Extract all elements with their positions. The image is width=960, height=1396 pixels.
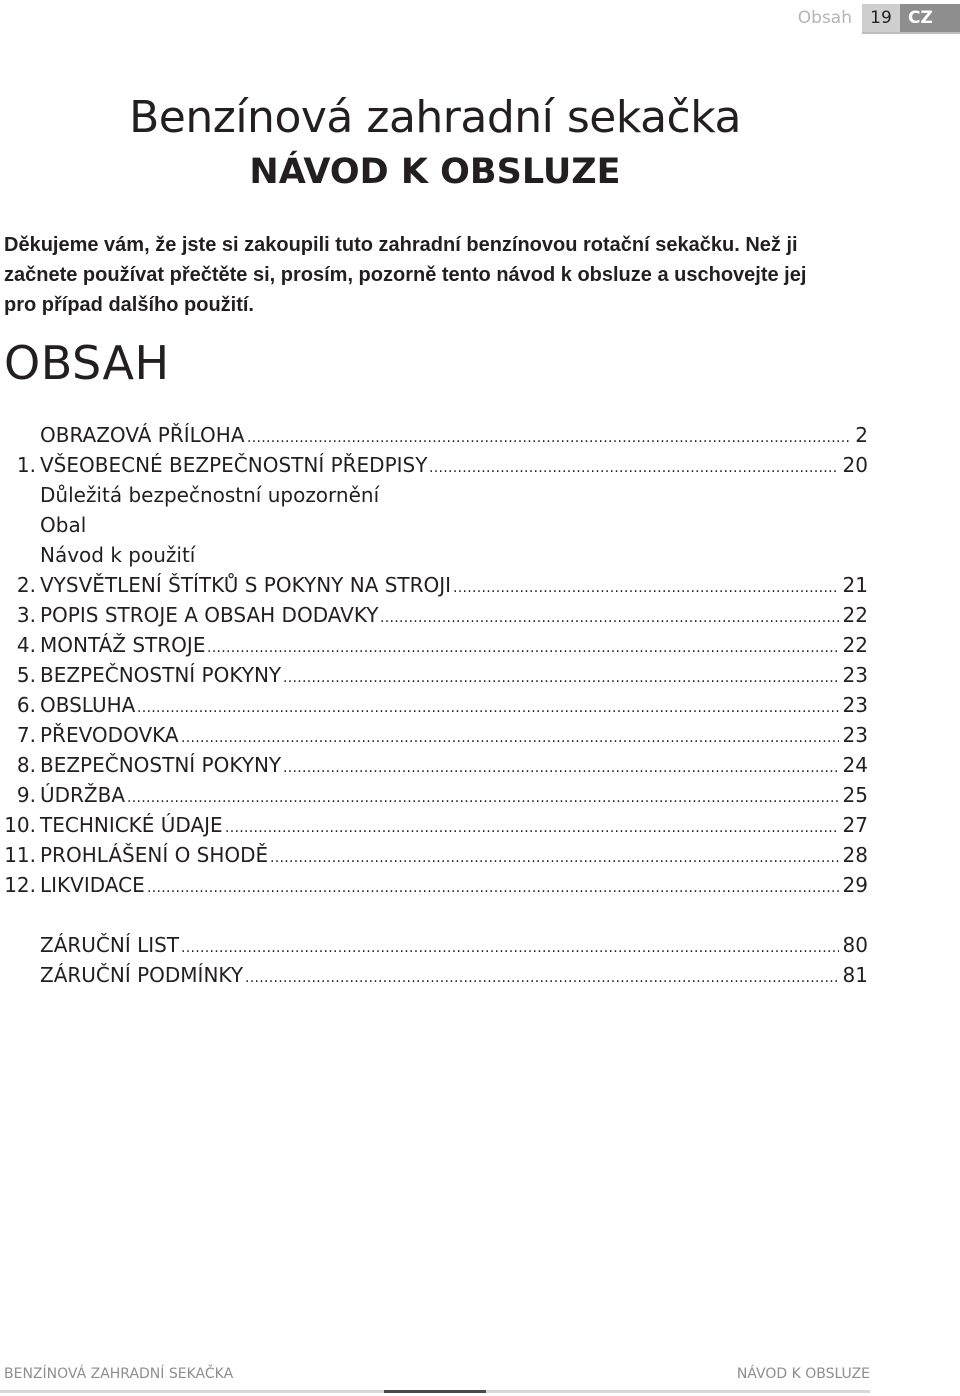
toc-entry-page: 27	[842, 813, 868, 837]
toc-entry-title: LIKVIDACE	[40, 873, 145, 897]
toc-entry	[0, 810, 880, 840]
toc-entry	[0, 720, 880, 750]
toc-entry-leader	[207, 630, 839, 660]
toc-entry-title: Obal	[40, 513, 87, 537]
toc-entry-page: 2	[855, 423, 868, 447]
toc-entry	[0, 750, 880, 780]
intro-line: začnete používat přečtěte si, prosím, pozorně tento návod k obsluze a uschovejte jej	[4, 264, 807, 286]
intro-paragraph	[4, 230, 874, 320]
toc-entry-leader	[283, 750, 839, 780]
toc-entry-number: 9.	[16, 783, 36, 807]
toc-entry-leader	[429, 450, 839, 480]
toc-entry-title: PROHLÁŠENÍ O SHODĚ	[40, 843, 269, 867]
toc-entry-number: 6.	[16, 693, 36, 717]
document-title: Benzínová zahradní sekačka	[129, 92, 741, 143]
document-subtitle: NÁVOD K OBSLUZE	[249, 152, 621, 192]
toc-entry-leader	[247, 420, 851, 450]
toc-entry	[0, 570, 880, 600]
page-header-tab	[790, 4, 960, 32]
toc-entry-title: PŘEVODOVKA	[40, 723, 179, 747]
footer-left: BENZÍNOVÁ ZAHRADNÍ SEKAČKA	[4, 1366, 234, 1382]
toc-entry-number: 2.	[16, 573, 36, 597]
toc-entry-title: Důležitá bezpečnostní upozornění	[40, 483, 380, 507]
toc-entry	[0, 630, 880, 660]
toc-entry-page: 80	[842, 933, 868, 957]
toc-entry-number: 12.	[4, 873, 36, 897]
toc-entry-page: 24	[842, 753, 868, 777]
toc-entry-leader	[270, 840, 839, 870]
toc-entry	[0, 930, 880, 960]
toc-entry	[0, 510, 880, 540]
toc-heading: OBSAH	[4, 336, 170, 390]
toc-entry	[0, 480, 880, 510]
toc-entry-leader	[127, 780, 839, 810]
toc-entry-number: 7.	[16, 723, 36, 747]
toc-entry-page: 22	[842, 633, 868, 657]
toc-entry-number: 11.	[4, 843, 36, 867]
intro-line: pro případ dalšího použití.	[4, 294, 254, 316]
header-rule	[862, 32, 960, 34]
toc-entry-title: BEZPEČNOSTNÍ POKYNY	[40, 753, 282, 777]
toc-entry	[0, 690, 880, 720]
toc-entry-page: 23	[842, 723, 868, 747]
toc-entry-number: 1.	[16, 453, 36, 477]
footer-rule	[0, 1390, 870, 1393]
toc-entry	[0, 660, 880, 690]
toc-entry	[0, 450, 880, 480]
toc-entry-leader	[245, 960, 839, 990]
toc-entry-page: 23	[842, 663, 868, 687]
toc-entry-number: 5.	[16, 663, 36, 687]
footer-rule-accent	[384, 1390, 486, 1393]
toc-entry-leader	[380, 600, 839, 630]
toc-entry	[0, 420, 880, 450]
toc-entry-title: ZÁRUČNÍ LIST	[40, 933, 180, 957]
toc-entry-page: 22	[842, 603, 868, 627]
toc-entry-title: VYSVĚTLENÍ ŠTÍTKŮ S POKYNY NA STROJI	[40, 573, 452, 597]
toc-entry-title: TECHNICKÉ ÚDAJE	[40, 813, 223, 837]
toc-entry-title: OBSLUHA	[40, 693, 136, 717]
toc-entry	[0, 960, 880, 990]
toc-entry-leader	[181, 720, 839, 750]
toc-entry	[0, 600, 880, 630]
toc-entry-leader	[453, 570, 839, 600]
toc-entry-page: 21	[842, 573, 868, 597]
toc-entry-number: 8.	[16, 753, 36, 777]
toc-entry-number: 4.	[16, 633, 36, 657]
toc-entry	[0, 870, 880, 900]
toc-entry-page: 28	[842, 843, 868, 867]
toc-entry-title: MONTÁŽ STROJE	[40, 633, 206, 657]
toc-entry-title: VŠEOBECNÉ BEZPEČNOSTNÍ PŘEDPISY	[40, 453, 428, 477]
toc-entry	[0, 540, 880, 570]
toc-entry-title: POPIS STROJE A OBSAH DODAVKY	[40, 603, 379, 627]
toc-entry-title: ZÁRUČNÍ PODMÍNKY	[40, 963, 244, 987]
language-badge: CZ	[900, 4, 960, 32]
section-name: Obsah	[797, 8, 852, 28]
toc-entry-page: 29	[842, 873, 868, 897]
toc-entry-leader	[137, 690, 839, 720]
toc-entry-title: OBRAZOVÁ PŘÍLOHA	[40, 423, 245, 447]
page-number: 19	[862, 4, 900, 32]
toc-entry-number: 10.	[4, 813, 36, 837]
toc-entry-page: 25	[842, 783, 868, 807]
toc-entry-leader	[283, 660, 839, 690]
toc-entry-page: 20	[842, 453, 868, 477]
toc-entry	[0, 780, 880, 810]
toc-entry-page: 23	[842, 693, 868, 717]
intro-line: Děkujeme vám, že jste si zakoupili tuto zahradní benzínovou rotační sekačku. Než ji	[4, 234, 798, 256]
toc-entry-number: 3.	[16, 603, 36, 627]
toc-entry-leader	[181, 930, 839, 960]
toc-entry-leader	[147, 870, 839, 900]
toc-entry-leader	[225, 810, 839, 840]
toc-entry	[0, 840, 880, 870]
footer-right: NÁVOD K OBSLUZE	[736, 1366, 870, 1382]
toc-entry-title: BEZPEČNOSTNÍ POKYNY	[40, 663, 282, 687]
toc-entry-title: ÚDRŽBA	[40, 783, 126, 807]
toc-entry-page: 81	[842, 963, 868, 987]
toc-entry-title: Návod k použití	[40, 543, 196, 567]
